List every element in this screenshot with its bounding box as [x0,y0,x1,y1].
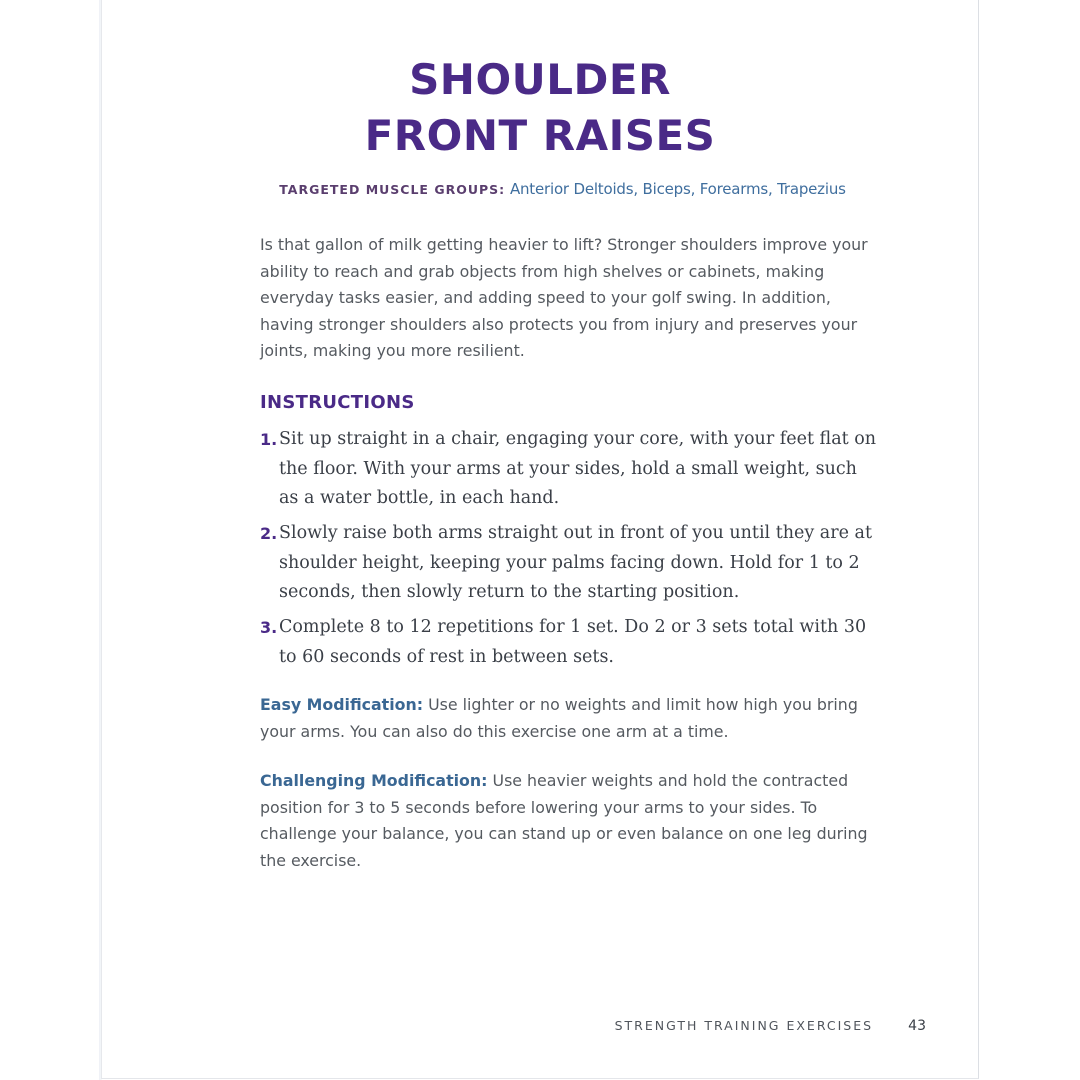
footer-section-title: STRENGTH TRAINING EXERCISES [614,1018,874,1033]
instruction-steps [260,425,880,678]
step-text: Sit up straight in a chair, engaging your core, with your feet flat on the floor. With your arms at your sides, hold a small weight, such as a water bottle, in each hand. [279,429,877,508]
challenging-modification-label: Challenging Modification: [260,771,488,790]
step-number: 1. [260,430,278,449]
instructions-heading: INSTRUCTIONS [260,392,415,413]
step-text: Slowly raise both arms straight out in front of you until they are at shoulder height, keeping your palms facing down. Hold for 1 to 2 seconds, then slowly return to the starting position. [279,523,872,602]
targeted-muscle-groups [0,180,1080,198]
step-text: Complete 8 to 12 repetitions for 1 set. Do 2 or 3 sets total with 30 to 60 seconds of rest in between sets. [279,617,867,667]
easy-modification [260,692,880,745]
title-line-2: FRONT RAISES [364,111,716,160]
easy-modification-label: Easy Modification: [260,695,424,714]
step-number: 2. [260,524,278,543]
step-number: 3. [260,618,278,637]
page-title [0,52,1080,164]
challenging-modification [260,768,880,874]
page-number: 43 [908,1018,926,1034]
targeted-muscle-value: Anterior Deltoids, Biceps, Forearms, Trapezius [509,180,846,198]
intro-paragraph: Is that gallon of milk getting heavier to lift? Stronger shoulders improve your ability to reach and grab objects from high shelves or cabinets, making everyday tasks easier, and adding speed to your golf swing. In addition, having stronger shoulders also protects you from injury and preserves your joints, making you more resilient. [260,235,868,360]
challenging-modification-text: Use heavier weights and hold the contracted position for 3 to 5 seconds before lowering your arms to your sides. To challenge your balance, you can stand up or even balance on one leg during the exercise. [260,771,868,870]
page-footer [0,1015,926,1034]
easy-modification-text: Use lighter or no weights and limit how high you bring your arms. You can also do this exercise one arm at a time. [260,695,858,741]
instruction-step-1 [260,425,880,514]
instruction-step-2 [260,519,880,608]
instruction-step-3 [260,613,880,672]
targeted-muscle-label: TARGETED MUSCLE GROUPS: [279,182,506,197]
title-line-1: SHOULDER [409,55,671,104]
